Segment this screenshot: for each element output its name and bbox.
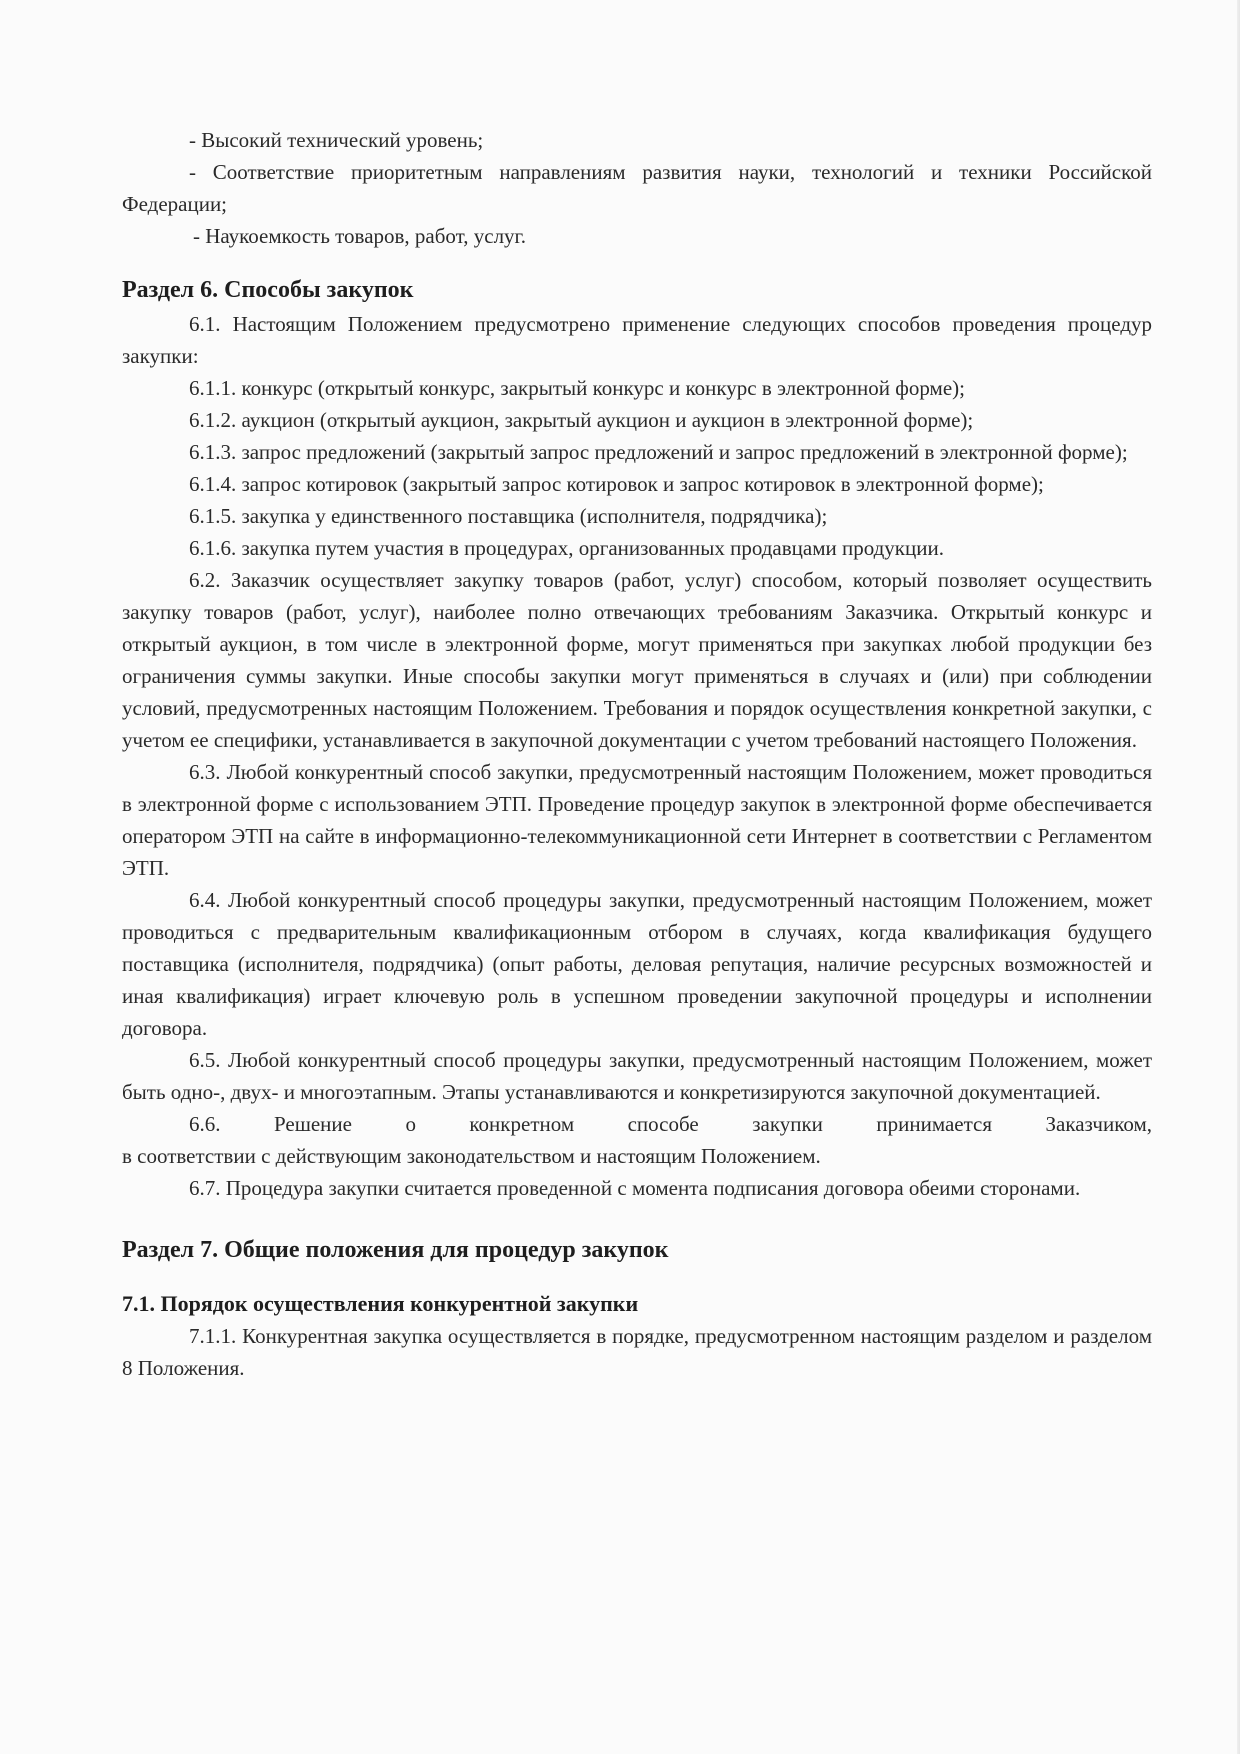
paragraph-6-6-word: конкретном bbox=[469, 1112, 575, 1136]
paragraph-6-1-5: 6.1.5. закупка у единственного поставщика (исполнителя, подрядчика); bbox=[189, 504, 828, 528]
paragraph-6-1-4: 6.1.4. запрос котировок (закрытый запрос котировок и запрос котировок в электронной форме); bbox=[189, 472, 1044, 496]
paragraph-6-6-word: 6.6. bbox=[189, 1112, 221, 1136]
paragraph-6-5: 6.5. Любой конкурентный способ процедуры закупки, предусмотренный настоящим Положением, может быть одно-, двух- и многоэтапным. Этапы устанавливаются и конкретизируются закупочной документацией. bbox=[122, 1048, 1152, 1104]
paragraph-6-6-rest: в соответствии с действующим законодательством и настоящим Положением. bbox=[122, 1144, 821, 1168]
paragraph-6-6-word: Решение bbox=[273, 1112, 352, 1136]
subsection-7-1-heading: 7.1. Порядок осуществления конкурентной закупки bbox=[122, 1291, 639, 1316]
paragraph-6-7: 6.7. Процедура закупки считается проведенной с момента подписания договора обеими сторонами. bbox=[189, 1176, 1081, 1200]
paragraph-6-6-word: способе bbox=[627, 1112, 699, 1136]
section-6-heading: Раздел 6. Способы закупок bbox=[122, 277, 414, 303]
paragraph-6-1-1: 6.1.1. конкурс (открытый конкурс, закрытый конкурс и конкурс в электронной форме); bbox=[189, 376, 965, 400]
paragraph-6-3: 6.3. Любой конкурентный способ закупки, предусмотренный настоящим Положением, может проводиться в электронной форме с использованием ЭТП. Проведение процедур закупок в электронной форме обеспечивается оператором ЭТП на сайте в информационно-телекоммуникационной сети Интернет в соответствии с Регламентом ЭТП. bbox=[122, 760, 1152, 880]
paragraph-6-1-6: 6.1.6. закупка путем участия в процедурах, организованных продавцами продукции. bbox=[189, 536, 944, 560]
paragraph-6-2: 6.2. Заказчик осуществляет закупку товаров (работ, услуг) способом, который позволяет осуществить закупку товаров (работ, услуг), наиболее полно отвечающих требованиям Заказчика. Открытый конкурс и открытый аукцион, в том числе в электронной форме, могут применяться при закупках любой продукции без ограничения суммы закупки. Иные способы закупки могут применяться в случаях и (или) при соблюдении условий, предусмотренных настоящим Положением. Требования и порядок осуществления конкретной закупки, с учетом ее специфики, устанавливается в закупочной документации с учетом требований настоящего Положения. bbox=[122, 568, 1152, 752]
paragraph-6-6-word: Заказчиком, bbox=[1045, 1112, 1152, 1136]
paragraph-6-6-first-line bbox=[122, 1108, 1152, 1140]
paragraph-6-6-word: закупки bbox=[752, 1112, 823, 1136]
paragraph-6-1-3: 6.1.3. запрос предложений (закрытый запрос предложений и запрос предложений в электронной форме); bbox=[189, 440, 1128, 464]
section-7-heading: Раздел 7. Общие положения для процедур закупок bbox=[122, 1237, 669, 1263]
paragraph-6-1-2: 6.1.2. аукцион (открытый аукцион, закрытый аукцион и аукцион в электронной форме); bbox=[189, 408, 974, 432]
paragraph-6-6-word: о bbox=[405, 1112, 416, 1136]
paragraph-7-1-1: 7.1.1. Конкурентная закупка осуществляется в порядке, предусмотренном настоящим разделом и разделом 8 Положения. bbox=[122, 1324, 1152, 1380]
bullet-science-intensity: - Наукоемкость товаров, работ, услуг. bbox=[193, 224, 527, 248]
paragraph-6-6-word: принимается bbox=[876, 1112, 993, 1136]
bullet-high-tech-level: - Высокий технический уровень; bbox=[189, 128, 484, 152]
paragraph-6-4: 6.4. Любой конкурентный способ процедуры закупки, предусмотренный настоящим Положением, может проводиться с предварительным квалификационным отбором в случаях, когда квалификация будущего поставщика (исполнителя, подрядчика) (опыт работы, деловая репутация, наличие ресурсных возможностей и иная квалификация) играет ключевую роль в успешном проведении закупочной процедуры и исполнении договора. bbox=[122, 888, 1152, 1040]
paragraph-6-1: 6.1. Настоящим Положением предусмотрено применение следующих способов проведения процедур закупки: bbox=[122, 312, 1152, 368]
document-body bbox=[122, 124, 1152, 1384]
bullet-priority-directions: - Соответствие приоритетным направлениям развития науки, технологий и техники Российской Федерации; bbox=[122, 160, 1152, 216]
